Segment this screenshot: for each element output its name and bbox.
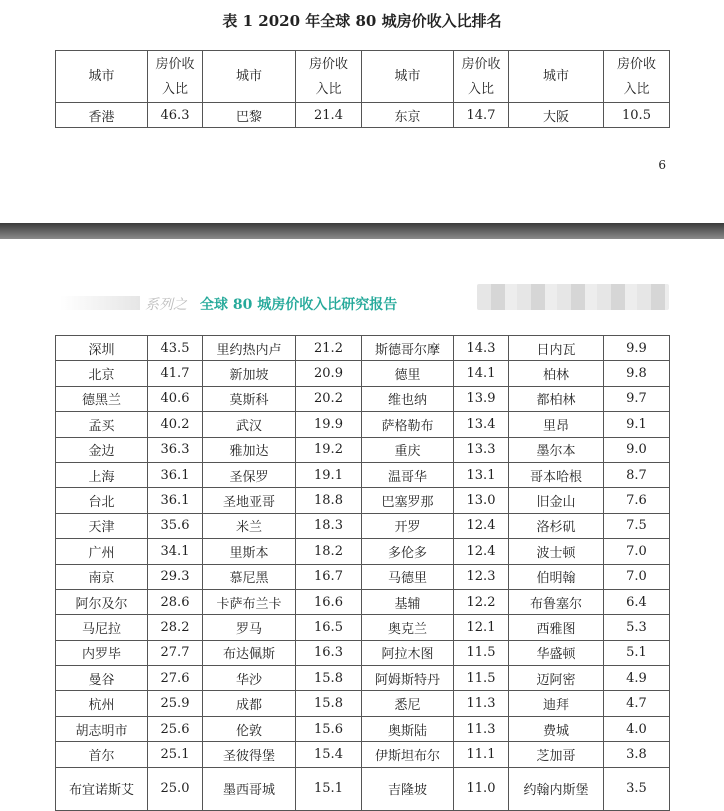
city-cell: 重庆 <box>362 437 454 462</box>
city-cell: 台北 <box>56 488 148 513</box>
city-cell: 圣彼得堡 <box>203 742 296 767</box>
ratio-cell: 15.8 <box>296 691 362 716</box>
ratio-cell: 12.1 <box>454 615 509 640</box>
ratio-cell: 29.3 <box>148 564 203 589</box>
ratio-cell: 8.7 <box>604 462 670 487</box>
city-cell: 胡志明市 <box>56 716 148 741</box>
ratio-cell: 19.9 <box>296 412 362 437</box>
city-cell: 杭州 <box>56 691 148 716</box>
ratio-cell: 12.3 <box>454 564 509 589</box>
city-cell: 阿尔及尔 <box>56 589 148 614</box>
city-cell: 北京 <box>56 361 148 386</box>
city-cell: 华沙 <box>203 666 296 691</box>
header-cell: 城市 <box>362 51 454 103</box>
table-row <box>56 336 670 361</box>
city-cell: 阿姆斯特丹 <box>362 666 454 691</box>
ratio-cell: 4.7 <box>604 691 670 716</box>
table-header-row <box>56 51 670 103</box>
table-row <box>56 767 670 810</box>
ratio-cell: 25.6 <box>148 716 203 741</box>
ratio-cell: 12.2 <box>454 589 509 614</box>
page-number: 6 <box>658 158 666 172</box>
city-cell: 金边 <box>56 437 148 462</box>
table-row <box>56 513 670 538</box>
series-text: 系列之 <box>145 297 187 313</box>
city-cell: 迈阿密 <box>509 666 604 691</box>
city-cell: 墨西哥城 <box>203 767 296 810</box>
table-body <box>56 336 670 811</box>
city-cell: 西雅图 <box>509 615 604 640</box>
ratio-cell: 14.7 <box>454 103 509 128</box>
table-row <box>56 691 670 716</box>
ratio-cell: 10.5 <box>604 103 670 128</box>
ratio-cell: 18.8 <box>296 488 362 513</box>
ratio-cell: 13.1 <box>454 462 509 487</box>
ratio-cell: 19.2 <box>296 437 362 462</box>
ratio-cell: 41.7 <box>148 361 203 386</box>
table-row <box>56 103 670 128</box>
ratio-cell: 11.0 <box>454 767 509 810</box>
ratio-cell: 13.0 <box>454 488 509 513</box>
table-row <box>56 386 670 411</box>
ratio-cell: 20.2 <box>296 386 362 411</box>
city-cell: 布鲁塞尔 <box>509 589 604 614</box>
city-cell: 萨格勒布 <box>362 412 454 437</box>
city-cell: 里斯本 <box>203 539 296 564</box>
ratio-cell: 12.4 <box>454 513 509 538</box>
ratio-cell: 21.4 <box>296 103 362 128</box>
city-cell: 雅加达 <box>203 437 296 462</box>
city-cell: 天津 <box>56 513 148 538</box>
ratio-cell: 18.2 <box>296 539 362 564</box>
table-row <box>56 640 670 665</box>
table-row <box>56 615 670 640</box>
city-cell: 波士顿 <box>509 539 604 564</box>
ratio-cell: 34.1 <box>148 539 203 564</box>
ratio-cell: 13.9 <box>454 386 509 411</box>
city-cell: 罗马 <box>203 615 296 640</box>
ratio-cell: 16.3 <box>296 640 362 665</box>
header-cell: 城市 <box>56 51 148 103</box>
ratio-cell: 25.9 <box>148 691 203 716</box>
city-cell: 奥克兰 <box>362 615 454 640</box>
city-cell: 多伦多 <box>362 539 454 564</box>
ratio-cell: 18.3 <box>296 513 362 538</box>
city-cell: 迪拜 <box>509 691 604 716</box>
ratio-cell: 7.0 <box>604 539 670 564</box>
page-separator <box>0 223 724 239</box>
ratio-cell: 5.3 <box>604 615 670 640</box>
city-cell: 旧金山 <box>509 488 604 513</box>
city-cell: 孟买 <box>56 412 148 437</box>
city-cell: 圣保罗 <box>203 462 296 487</box>
city-cell: 芝加哥 <box>509 742 604 767</box>
ranking-table-top <box>55 50 670 128</box>
ratio-cell: 4.0 <box>604 716 670 741</box>
city-cell: 基辅 <box>362 589 454 614</box>
city-cell: 米兰 <box>203 513 296 538</box>
city-cell: 里昂 <box>509 412 604 437</box>
table-row <box>56 437 670 462</box>
city-cell: 温哥华 <box>362 462 454 487</box>
table-row <box>56 564 670 589</box>
table-row <box>56 488 670 513</box>
table-row <box>56 666 670 691</box>
city-cell: 伦敦 <box>203 716 296 741</box>
header-cell: 城市 <box>203 51 296 103</box>
ratio-cell: 11.3 <box>454 716 509 741</box>
city-cell: 开罗 <box>362 513 454 538</box>
ratio-cell: 9.8 <box>604 361 670 386</box>
header-cell: 房价收 入比 <box>454 51 509 103</box>
ratio-cell: 46.3 <box>148 103 203 128</box>
ratio-cell: 40.6 <box>148 386 203 411</box>
header-cell: 房价收 入比 <box>604 51 670 103</box>
ratio-cell: 15.4 <box>296 742 362 767</box>
city-cell: 日内瓦 <box>509 336 604 361</box>
city-cell: 奥斯陆 <box>362 716 454 741</box>
city-cell: 洛杉矶 <box>509 513 604 538</box>
city-cell: 布宜诺斯艾 <box>56 767 148 810</box>
city-cell: 曼谷 <box>56 666 148 691</box>
city-cell: 斯德哥尔摩 <box>362 336 454 361</box>
city-cell: 成都 <box>203 691 296 716</box>
ratio-cell: 11.3 <box>454 691 509 716</box>
city-cell: 巴黎 <box>203 103 296 128</box>
ratio-cell: 9.0 <box>604 437 670 462</box>
city-cell: 吉隆坡 <box>362 767 454 810</box>
table-row <box>56 539 670 564</box>
city-cell: 柏林 <box>509 361 604 386</box>
city-cell: 墨尔本 <box>509 437 604 462</box>
ratio-cell: 6.4 <box>604 589 670 614</box>
city-cell: 莫斯科 <box>203 386 296 411</box>
ratio-cell: 12.4 <box>454 539 509 564</box>
city-cell: 巴塞罗那 <box>362 488 454 513</box>
ratio-cell: 27.6 <box>148 666 203 691</box>
table-row <box>56 462 670 487</box>
ranking-table-continued <box>55 335 670 811</box>
ratio-cell: 36.1 <box>148 462 203 487</box>
ratio-cell: 15.8 <box>296 666 362 691</box>
city-cell: 都柏林 <box>509 386 604 411</box>
ratio-cell: 9.9 <box>604 336 670 361</box>
city-cell: 南京 <box>56 564 148 589</box>
ratio-cell: 36.1 <box>148 488 203 513</box>
city-cell: 新加坡 <box>203 361 296 386</box>
city-cell: 伊斯坦布尔 <box>362 742 454 767</box>
ratio-cell: 27.7 <box>148 640 203 665</box>
ratio-cell: 11.5 <box>454 666 509 691</box>
city-cell: 深圳 <box>56 336 148 361</box>
table-caption: 表 1 2020 年全球 80 城房价收入比排名 <box>222 12 502 30</box>
ratio-cell: 28.6 <box>148 589 203 614</box>
ratio-cell: 19.1 <box>296 462 362 487</box>
city-cell: 广州 <box>56 539 148 564</box>
ratio-cell: 25.1 <box>148 742 203 767</box>
ratio-cell: 7.5 <box>604 513 670 538</box>
report-header <box>0 240 724 330</box>
city-cell: 阿拉木图 <box>362 640 454 665</box>
ratio-cell: 3.8 <box>604 742 670 767</box>
city-cell: 里约热内卢 <box>203 336 296 361</box>
ratio-cell: 11.5 <box>454 640 509 665</box>
ratio-cell: 5.1 <box>604 640 670 665</box>
ratio-cell: 9.1 <box>604 412 670 437</box>
city-cell: 内罗毕 <box>56 640 148 665</box>
table-row <box>56 589 670 614</box>
ratio-cell: 9.7 <box>604 386 670 411</box>
ratio-cell: 20.9 <box>296 361 362 386</box>
city-cell: 大阪 <box>509 103 604 128</box>
ratio-cell: 7.0 <box>604 564 670 589</box>
table-row <box>56 716 670 741</box>
city-cell: 武汉 <box>203 412 296 437</box>
ratio-cell: 13.3 <box>454 437 509 462</box>
city-cell: 东京 <box>362 103 454 128</box>
city-cell: 华盛顿 <box>509 640 604 665</box>
city-cell: 伯明翰 <box>509 564 604 589</box>
blurred-logo <box>477 284 669 310</box>
ratio-cell: 15.6 <box>296 716 362 741</box>
city-cell: 马德里 <box>362 564 454 589</box>
city-cell: 悉尼 <box>362 691 454 716</box>
ratio-cell: 28.2 <box>148 615 203 640</box>
city-cell: 德里 <box>362 361 454 386</box>
report-title: 全球 80 城房价收入比研究报告 <box>200 297 398 313</box>
ratio-cell: 3.5 <box>604 767 670 810</box>
blurred-region <box>60 296 140 310</box>
ratio-cell: 4.9 <box>604 666 670 691</box>
ratio-cell: 11.1 <box>454 742 509 767</box>
city-cell: 布达佩斯 <box>203 640 296 665</box>
city-cell: 德黑兰 <box>56 386 148 411</box>
city-cell: 圣地亚哥 <box>203 488 296 513</box>
ratio-cell: 35.6 <box>148 513 203 538</box>
ratio-cell: 36.3 <box>148 437 203 462</box>
city-cell: 首尔 <box>56 742 148 767</box>
ratio-cell: 16.5 <box>296 615 362 640</box>
ratio-cell: 40.2 <box>148 412 203 437</box>
table-row <box>56 742 670 767</box>
city-cell: 卡萨布兰卡 <box>203 589 296 614</box>
table-row <box>56 412 670 437</box>
ratio-cell: 16.7 <box>296 564 362 589</box>
ratio-cell: 25.0 <box>148 767 203 810</box>
ratio-cell: 21.2 <box>296 336 362 361</box>
header-cell: 房价收 入比 <box>148 51 203 103</box>
ratio-cell: 14.3 <box>454 336 509 361</box>
city-cell: 慕尼黑 <box>203 564 296 589</box>
city-cell: 哥本哈根 <box>509 462 604 487</box>
table-row <box>56 361 670 386</box>
city-cell: 费城 <box>509 716 604 741</box>
city-cell: 上海 <box>56 462 148 487</box>
ratio-cell: 43.5 <box>148 336 203 361</box>
city-cell: 马尼拉 <box>56 615 148 640</box>
ratio-cell: 13.4 <box>454 412 509 437</box>
header-cell: 房价收 入比 <box>296 51 362 103</box>
header-cell: 城市 <box>509 51 604 103</box>
ratio-cell: 14.1 <box>454 361 509 386</box>
ratio-cell: 16.6 <box>296 589 362 614</box>
city-cell: 维也纳 <box>362 386 454 411</box>
city-cell: 约翰内斯堡 <box>509 767 604 810</box>
ratio-cell: 7.6 <box>604 488 670 513</box>
ratio-cell: 15.1 <box>296 767 362 810</box>
city-cell: 香港 <box>56 103 148 128</box>
